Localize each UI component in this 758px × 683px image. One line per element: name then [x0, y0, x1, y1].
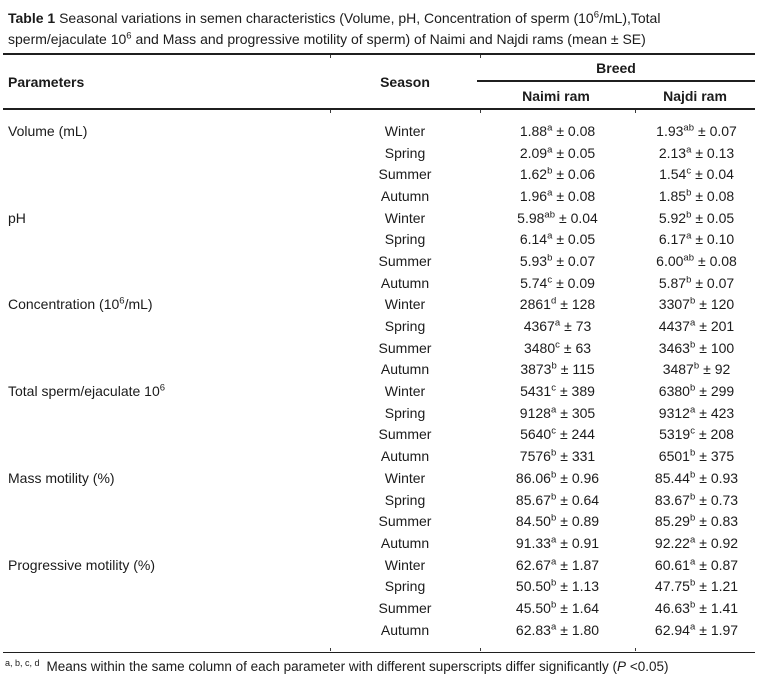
- naimi-value-cell: [480, 578, 635, 594]
- significance-superscript: a: [547, 122, 553, 134]
- table-number: Table 1: [8, 10, 56, 26]
- caption-superscript: 6: [593, 9, 599, 21]
- significance-superscript: a: [550, 404, 557, 416]
- table-row: [0, 294, 758, 316]
- caption-text: and Mass and progressive motility of sperm) of Naimi and Najdi rams (mean ± SE): [131, 31, 646, 47]
- parameter-cell: [0, 557, 330, 573]
- significance-superscript: a: [686, 143, 692, 155]
- value-se: ± 63: [563, 339, 592, 356]
- value-mean: 3463: [658, 339, 690, 356]
- significance-superscript: d: [550, 295, 557, 307]
- table-row: [0, 142, 758, 164]
- value-se: ± 423: [699, 404, 735, 421]
- caption-text: /mL),Total: [598, 10, 661, 26]
- table-row: [0, 510, 758, 532]
- value-se: ± 0.09: [556, 274, 595, 291]
- column-boundary-tick: [480, 110, 481, 113]
- value-mean: 60.61: [654, 556, 690, 573]
- value-mean: 6.00: [656, 252, 684, 269]
- significance-superscript: b: [686, 208, 692, 220]
- value-mean: 1.54: [659, 166, 687, 183]
- table-row: [0, 250, 758, 272]
- naimi-value-cell: [480, 210, 635, 226]
- value-mean: 50.50: [515, 578, 551, 595]
- value-mean: 46.63: [654, 599, 690, 616]
- najdi-value-cell: [635, 166, 758, 182]
- table-row: [0, 359, 758, 381]
- value-mean: 85.44: [654, 469, 690, 486]
- value-se: ± 73: [564, 318, 592, 335]
- significance-superscript: a: [547, 187, 553, 199]
- value-se: ± 1.87: [560, 556, 600, 573]
- parameter-cell: [0, 210, 330, 226]
- value-mean: 7576: [519, 448, 551, 465]
- season-cell: Spring: [384, 578, 426, 595]
- value-mean: 1.96: [519, 187, 548, 204]
- footnote-superscripts: a, b, c, d: [5, 657, 40, 668]
- value-se: ± 0.96: [560, 469, 600, 486]
- table-body: [0, 110, 758, 652]
- table-row: [0, 185, 758, 207]
- najdi-value-cell: [635, 253, 758, 269]
- parameter-label: Total sperm/ejaculate 10: [8, 383, 160, 400]
- value-se: ± 1.41: [699, 599, 739, 616]
- significance-superscript: a: [686, 230, 692, 242]
- value-mean: 85.67: [515, 491, 551, 508]
- significance-superscript: b: [686, 187, 692, 199]
- value-mean: 1.88: [519, 122, 548, 139]
- value-mean: 4367: [523, 318, 555, 335]
- naimi-value-cell: [480, 622, 635, 638]
- parameter-label: Volume (mL): [8, 122, 88, 139]
- significance-superscript: a: [689, 555, 696, 567]
- season-cell: Spring: [384, 491, 426, 508]
- najdi-value-cell: [635, 513, 758, 529]
- parameter-label: Progressive motility (%): [8, 556, 156, 573]
- breed-subheaders: [477, 82, 755, 104]
- significance-superscript: b: [686, 274, 692, 285]
- value-se: ± 0.83: [699, 513, 739, 530]
- value-se: ± 305: [560, 404, 596, 421]
- value-se: ± 0.05: [556, 231, 596, 248]
- season-cell: Autumn: [380, 621, 430, 638]
- season-cell: Autumn: [380, 534, 430, 551]
- significance-superscript: b: [689, 599, 696, 611]
- najdi-value-cell: [635, 622, 758, 638]
- naimi-value-cell: [480, 448, 635, 464]
- value-mean: 5431: [520, 383, 552, 400]
- significance-superscript: b: [550, 599, 557, 611]
- value-se: ± 0.13: [695, 144, 735, 161]
- significance-superscript: b: [550, 577, 557, 589]
- value-mean: 2861: [519, 296, 551, 313]
- caption-line-1: [8, 8, 750, 29]
- significance-superscript: c: [686, 165, 692, 177]
- significance-superscript: c: [547, 274, 553, 285]
- value-se: ± 0.89: [560, 513, 600, 530]
- significance-superscript: b: [547, 252, 553, 264]
- value-mean: 84.50: [515, 513, 551, 530]
- value-mean: 3480: [523, 339, 556, 356]
- value-se: ± 120: [699, 296, 735, 313]
- significance-superscript: c: [551, 425, 556, 437]
- column-boundary-tick: [330, 110, 331, 113]
- value-mean: 6.14: [519, 231, 548, 248]
- value-se: ± 1.13: [560, 578, 600, 595]
- significance-superscript: b: [689, 339, 696, 351]
- najdi-value-cell: [635, 405, 758, 421]
- value-se: ± 0.92: [699, 534, 739, 551]
- naimi-value-cell: [480, 383, 635, 399]
- value-se: ± 1.80: [560, 621, 600, 638]
- parameter-label: pH: [8, 209, 26, 226]
- value-se: ± 0.64: [560, 491, 600, 508]
- naimi-value-cell: [480, 600, 635, 616]
- najdi-value-cell: [635, 535, 758, 551]
- value-se: ± 115: [560, 361, 595, 378]
- table-row: [0, 532, 758, 554]
- season-cell: Spring: [384, 404, 426, 421]
- season-cell: Winter: [384, 469, 426, 486]
- season-cell: Winter: [384, 209, 426, 226]
- najdi-value-cell: [635, 361, 758, 377]
- najdi-value-cell: [635, 123, 758, 139]
- significance-superscript: a: [550, 621, 557, 632]
- significance-superscript: a: [547, 230, 553, 242]
- value-se: ± 299: [699, 383, 735, 400]
- significance-superscript: ab: [683, 122, 694, 134]
- caption-line-2: [8, 29, 750, 50]
- value-mean: 86.06: [515, 469, 551, 486]
- header-bottom-rule: [3, 108, 755, 110]
- significance-superscript: b: [550, 447, 557, 459]
- season-cell: Summer: [378, 166, 432, 183]
- season-cell: Winter: [384, 556, 426, 573]
- value-mean: 85.29: [654, 513, 690, 530]
- value-mean: 62.94: [654, 621, 690, 638]
- significance-superscript: b: [689, 447, 696, 459]
- significance-superscript: c: [551, 382, 556, 394]
- parameter-label: Mass motility (%): [8, 469, 115, 486]
- table-row: [0, 467, 758, 489]
- najdi-value-cell: [635, 296, 758, 312]
- value-se: ± 0.91: [560, 534, 600, 551]
- significance-superscript: ab: [683, 252, 694, 264]
- table-row: [0, 207, 758, 229]
- table-row: [0, 315, 758, 337]
- najdi-value-cell: [635, 470, 758, 486]
- column-boundary-tick: [480, 648, 481, 651]
- value-mean: 5319: [659, 426, 691, 443]
- season-cell: Autumn: [380, 448, 430, 465]
- value-mean: 3487: [662, 361, 694, 378]
- significance-superscript: a: [689, 534, 696, 546]
- najdi-value-cell: [635, 231, 758, 247]
- column-boundary-tick: [330, 648, 331, 651]
- column-header-breed: Breed: [596, 60, 636, 76]
- column-header-season: Season: [380, 74, 430, 90]
- significance-superscript: b: [689, 295, 696, 307]
- caption-superscript: 6: [126, 30, 132, 42]
- significance-superscript: a: [554, 317, 561, 329]
- season-cell: Winter: [384, 122, 426, 139]
- column-header-najdi-ram: Najdi ram: [663, 87, 727, 104]
- bottom-rule: [3, 652, 755, 654]
- season-cell: Summer: [378, 426, 432, 443]
- significance-superscript: b: [551, 360, 557, 372]
- najdi-value-cell: [635, 600, 758, 616]
- footnote-text: <0.05): [626, 659, 669, 674]
- table-row: [0, 619, 758, 641]
- table-row: [0, 554, 758, 576]
- footnote-p-symbol: P: [617, 659, 627, 674]
- value-se: ± 92: [703, 361, 731, 378]
- naimi-value-cell: [480, 361, 635, 377]
- najdi-value-cell: [635, 318, 758, 334]
- significance-superscript: a: [550, 555, 557, 567]
- column-header-naimi-ram: Naimi ram: [522, 87, 590, 104]
- parameter-label: Concentration (10: [8, 296, 120, 313]
- parameter-label: /mL): [124, 296, 153, 313]
- value-mean: 5640: [520, 426, 552, 443]
- naimi-value-cell: [480, 231, 635, 247]
- value-mean: 62.67: [515, 556, 551, 573]
- caption-text: sperm/ejaculate 10: [8, 31, 127, 47]
- season-cell: Summer: [378, 339, 432, 356]
- value-se: ± 375: [699, 448, 735, 465]
- value-mean: 2.09: [519, 144, 548, 161]
- value-mean: 5.92: [658, 209, 687, 226]
- significance-superscript: a: [550, 534, 557, 546]
- table-caption: [0, 0, 758, 50]
- value-se: ± 0.07: [556, 252, 596, 269]
- value-mean: 4437: [658, 318, 690, 335]
- value-mean: 1.85: [658, 187, 687, 204]
- table-row: [0, 380, 758, 402]
- naimi-value-cell: [480, 470, 635, 486]
- value-mean: 2.13: [658, 144, 687, 161]
- significance-superscript: ab: [544, 208, 555, 220]
- najdi-value-cell: [635, 426, 758, 442]
- value-mean: 5.98: [517, 209, 545, 226]
- value-se: ± 0.08: [695, 187, 735, 204]
- naimi-value-cell: [480, 426, 635, 442]
- significance-superscript: b: [550, 490, 557, 502]
- value-mean: 92.22: [654, 534, 690, 551]
- table-row: [0, 402, 758, 424]
- parameter-superscript: 6: [159, 382, 166, 394]
- najdi-value-cell: [635, 275, 758, 291]
- value-se: ± 0.05: [695, 209, 735, 226]
- season-cell: Autumn: [380, 361, 430, 378]
- significance-superscript: a: [689, 404, 696, 416]
- season-cell: Autumn: [380, 274, 430, 291]
- table-row: [0, 337, 758, 359]
- value-se: ± 100: [699, 339, 735, 356]
- column-boundary-tick: [635, 648, 636, 651]
- season-cell: Winter: [384, 296, 426, 313]
- najdi-value-cell: [635, 448, 758, 464]
- parameter-cell: [0, 470, 330, 486]
- parameter-cell: [0, 123, 330, 139]
- season-cell: Winter: [384, 383, 426, 400]
- najdi-value-cell: [635, 557, 758, 573]
- naimi-value-cell: [480, 275, 635, 291]
- season-cell: Spring: [384, 318, 426, 335]
- significance-superscript: b: [547, 165, 553, 177]
- value-se: ± 389: [559, 383, 595, 400]
- value-mean: 3873: [520, 361, 552, 378]
- column-boundary-tick: [635, 110, 636, 113]
- value-se: ± 0.04: [695, 166, 734, 183]
- naimi-value-cell: [480, 318, 635, 334]
- significance-superscript: b: [689, 490, 696, 502]
- value-mean: 83.67: [654, 491, 690, 508]
- value-se: ± 244: [559, 426, 595, 443]
- najdi-value-cell: [635, 340, 758, 356]
- value-se: ± 0.07: [698, 122, 737, 139]
- table-row: [0, 597, 758, 619]
- naimi-value-cell: [480, 166, 635, 182]
- naimi-value-cell: [480, 145, 635, 161]
- najdi-value-cell: [635, 188, 758, 204]
- table-row: [0, 163, 758, 185]
- value-se: ± 331: [560, 448, 596, 465]
- value-mean: 47.75: [654, 578, 690, 595]
- value-se: ± 0.06: [556, 166, 596, 183]
- value-se: ± 0.04: [559, 209, 598, 226]
- table-row: [0, 445, 758, 467]
- value-mean: 1.93: [656, 122, 684, 139]
- table-row: [0, 228, 758, 250]
- parameter-cell: [0, 296, 330, 312]
- value-mean: 5.87: [658, 274, 687, 291]
- table-header: [0, 55, 758, 108]
- breed-header-group: [477, 60, 755, 104]
- najdi-value-cell: [635, 492, 758, 508]
- season-cell: Autumn: [380, 187, 430, 204]
- significance-superscript: a: [689, 317, 696, 329]
- significance-superscript: b: [689, 512, 696, 524]
- value-mean: 62.83: [515, 621, 551, 638]
- value-se: ± 0.08: [698, 252, 737, 269]
- value-mean: 3307: [658, 296, 690, 313]
- significance-superscript: b: [550, 469, 557, 481]
- naimi-value-cell: [480, 123, 635, 139]
- significance-superscript: b: [689, 577, 696, 589]
- value-se: ± 0.07: [695, 274, 735, 291]
- significance-superscript: b: [689, 469, 696, 481]
- table-footnote: [0, 653, 758, 674]
- table-row: [0, 120, 758, 142]
- value-mean: 9312: [658, 404, 690, 421]
- significance-superscript: c: [690, 425, 695, 437]
- significance-superscript: a: [689, 621, 696, 632]
- naimi-value-cell: [480, 405, 635, 421]
- value-se: ± 1.64: [560, 599, 600, 616]
- naimi-value-cell: [480, 253, 635, 269]
- caption-text: Seasonal variations in semen characteristics (Volume, pH, Concentration of sperm (10: [55, 10, 594, 26]
- table-row: [0, 272, 758, 294]
- season-cell: Spring: [384, 231, 426, 248]
- parameter-superscript: 6: [119, 295, 125, 307]
- column-header-parameters: Parameters: [8, 74, 85, 90]
- naimi-value-cell: [480, 340, 635, 356]
- value-mean: 45.50: [515, 599, 551, 616]
- value-se: ± 1.21: [699, 578, 739, 595]
- naimi-value-cell: [480, 296, 635, 312]
- footnote-text: Means within the same column of each parameter with different superscripts differ significantly (: [46, 659, 618, 674]
- naimi-value-cell: [480, 492, 635, 508]
- significance-superscript: b: [693, 360, 700, 372]
- table-row: [0, 575, 758, 597]
- season-cell: Summer: [378, 599, 432, 616]
- value-se: ± 0.93: [699, 469, 739, 486]
- value-se: ± 128: [560, 296, 596, 313]
- value-se: ± 1.97: [699, 621, 739, 638]
- value-mean: 9128: [519, 404, 551, 421]
- value-mean: 6.17: [658, 231, 687, 248]
- value-mean: 5.74: [520, 274, 548, 291]
- najdi-value-cell: [635, 383, 758, 399]
- najdi-value-cell: [635, 145, 758, 161]
- table-row: [0, 424, 758, 446]
- value-mean: 91.33: [515, 534, 551, 551]
- naimi-value-cell: [480, 188, 635, 204]
- naimi-value-cell: [480, 513, 635, 529]
- naimi-value-cell: [480, 535, 635, 551]
- significance-superscript: c: [555, 339, 560, 351]
- value-se: ± 0.87: [699, 556, 739, 573]
- value-se: ± 201: [699, 318, 735, 335]
- parameter-cell: [0, 383, 330, 399]
- significance-superscript: b: [689, 382, 696, 394]
- value-mean: 1.62: [519, 166, 548, 183]
- value-mean: 6501: [658, 448, 690, 465]
- season-cell: Summer: [378, 513, 432, 530]
- significance-superscript: b: [550, 512, 557, 524]
- value-mean: 6380: [658, 383, 690, 400]
- season-cell: Summer: [378, 252, 432, 269]
- significance-superscript: a: [547, 143, 553, 155]
- value-se: ± 0.05: [556, 144, 596, 161]
- value-mean: 5.93: [519, 252, 548, 269]
- table-row: [0, 489, 758, 511]
- najdi-value-cell: [635, 210, 758, 226]
- value-se: ± 0.08: [556, 187, 596, 204]
- value-se: ± 208: [698, 426, 734, 443]
- value-se: ± 0.08: [556, 122, 596, 139]
- najdi-value-cell: [635, 578, 758, 594]
- value-se: ± 0.73: [699, 491, 739, 508]
- season-cell: Spring: [384, 144, 426, 161]
- naimi-value-cell: [480, 557, 635, 573]
- value-se: ± 0.10: [695, 231, 735, 248]
